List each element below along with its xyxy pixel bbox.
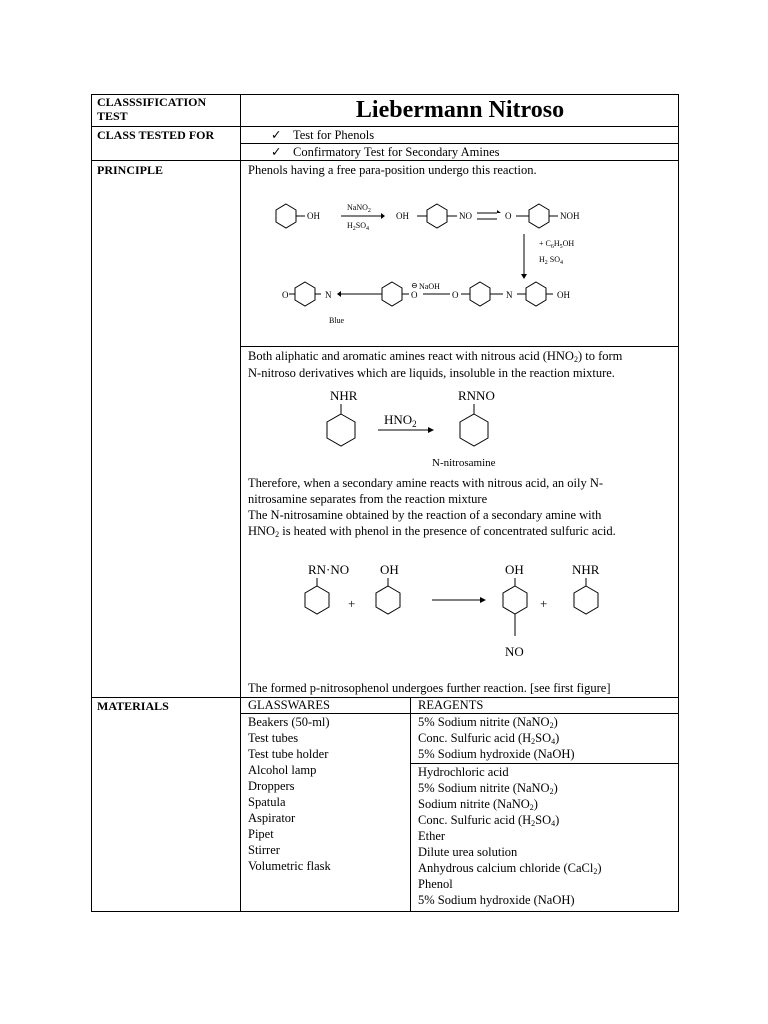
svg-text:OH: OH <box>396 211 409 221</box>
list-item: Pipet <box>248 827 274 841</box>
list-item: Dilute urea solution <box>418 845 518 859</box>
explanation-text: nitrosamine separates from the reaction mixture <box>248 492 488 506</box>
explanation-text: Therefore, when a secondary amine reacts with nitrous acid, an oily N- <box>248 476 604 490</box>
list-item: Hydrochloric acid <box>418 765 509 779</box>
list-item: Alcohol lamp <box>248 763 317 777</box>
list-item: Conc. Sulfuric acid $(H_2SO_4)$ <box>418 731 560 746</box>
svg-text:O: O <box>505 211 512 221</box>
svg-text:OH: OH <box>505 562 524 577</box>
svg-text:NHR: NHR <box>330 388 358 403</box>
svg-text:NO: NO <box>505 644 524 659</box>
materials-label: MATERIALS <box>97 699 169 713</box>
svg-text:NaNO2: NaNO$_2$ <box>347 203 371 214</box>
svg-text:O: O <box>452 290 459 300</box>
list-item: 5% Sodium hydroxide (NaOH) <box>418 747 575 761</box>
principle-intro: Phenols having a free para-position undergo this reaction. <box>248 163 537 177</box>
class-item: ✓ Confirmatory Test for Secondary Amines <box>271 145 500 159</box>
svg-text:+: + <box>540 596 548 611</box>
svg-text:Blue: Blue <box>329 316 345 325</box>
scheme-1-reaction <box>241 190 661 330</box>
reagents-header: REAGENTS <box>418 698 484 712</box>
svg-text:HNO2: $HNO_2$ <box>384 412 417 429</box>
row-divider <box>91 697 679 698</box>
reagents-list-2 <box>418 764 601 908</box>
reagents-list-1 <box>418 714 575 762</box>
list-item: Anhydrous calcium chloride (CaCl$_2$) <box>418 861 602 876</box>
svg-text:N: N <box>506 290 513 300</box>
list-item: Ether <box>418 829 446 843</box>
closing-text: The formed p-nitrosophenol undergoes further reaction. [see first figure] <box>248 681 611 695</box>
svg-text:+: + <box>348 596 356 611</box>
svg-text:NaOH: NaOH <box>419 282 440 291</box>
svg-text:O: O <box>282 290 289 300</box>
list-item: Volumetric flask <box>248 859 331 873</box>
svg-text:H2 SO4: $H_2$ $SO_4$ <box>539 255 564 266</box>
classification-label: CLASSSIFICATION TEST <box>97 95 207 123</box>
list-item: Aspirator <box>248 811 296 825</box>
svg-text:RN·NO: RN·NO <box>308 562 350 577</box>
principle-label: PRINCIPLE <box>97 163 164 177</box>
svg-text:NO: NO <box>459 211 472 221</box>
svg-text:OH: OH <box>557 290 570 300</box>
amine-text: Both aliphatic and aromatic amines react with nitrous acid $(HNO_2)$ to form <box>248 349 623 364</box>
row-divider <box>91 160 679 161</box>
list-item: 5% Sodium nitrite (NaNO$_2$) <box>418 781 558 796</box>
list-item: Conc. Sulfuric acid $(H_2SO_4)$ <box>418 813 560 828</box>
svg-text:OH: OH <box>307 211 320 221</box>
svg-text:NHR: NHR <box>572 562 600 577</box>
list-item: 5% Sodium nitrite (NaNO$_2$) <box>418 715 558 730</box>
svg-text:O: O <box>411 290 418 300</box>
materials-col-divider <box>410 697 411 912</box>
svg-text:⊖: ⊖ <box>411 281 418 290</box>
list-item: Sodium nitrite (NaNO$_2$) <box>418 797 538 812</box>
explanation-text: The N-nitrosamine obtained by the reaction of a secondary amine with <box>248 508 602 522</box>
svg-text:H2SO4: $H_2SO_4$ <box>347 221 370 232</box>
glasswares-header: GLASSWARES <box>248 698 330 712</box>
page-title: Liebermann Nitroso <box>355 97 565 123</box>
svg-text:+ C6H5OH: + $C_6H_5OH$ <box>539 239 575 250</box>
svg-text:RNNO: RNNO <box>458 388 495 403</box>
scheme-2-reaction <box>300 384 540 474</box>
list-item: Test tube holder <box>248 747 329 761</box>
glasswares-list <box>248 714 331 874</box>
checkmark-icon: ✓ <box>271 128 282 142</box>
svg-text:N: N <box>325 290 332 300</box>
list-item: Droppers <box>248 779 295 793</box>
svg-text:NOH: NOH <box>560 211 580 221</box>
row-divider <box>241 346 679 347</box>
list-item: Beakers (50-ml) <box>248 715 330 729</box>
list-item: Test tubes <box>248 731 299 745</box>
list-item: Stirrer <box>248 843 280 857</box>
svg-text:OH: OH <box>380 562 399 577</box>
class-item: ✓ Test for Phenols <box>271 128 375 142</box>
amine-text: N-nitroso derivatives which are liquids, insoluble in the reaction mixture. <box>248 366 615 380</box>
list-item: 5% Sodium hydroxide (NaOH) <box>418 893 575 907</box>
list-item: Spatula <box>248 795 286 809</box>
list-item: Phenol <box>418 877 453 891</box>
explanation-text: $HNO_2$ is heated with phenol in the presence of concentrated sulfuric acid. <box>248 524 616 539</box>
checkmark-icon: ✓ <box>271 145 282 159</box>
scheme-3-reaction <box>300 556 640 666</box>
class-tested-label: CLASS TESTED FOR <box>97 128 215 142</box>
svg-text:N-nitrosamine: N-nitrosamine <box>432 457 496 469</box>
